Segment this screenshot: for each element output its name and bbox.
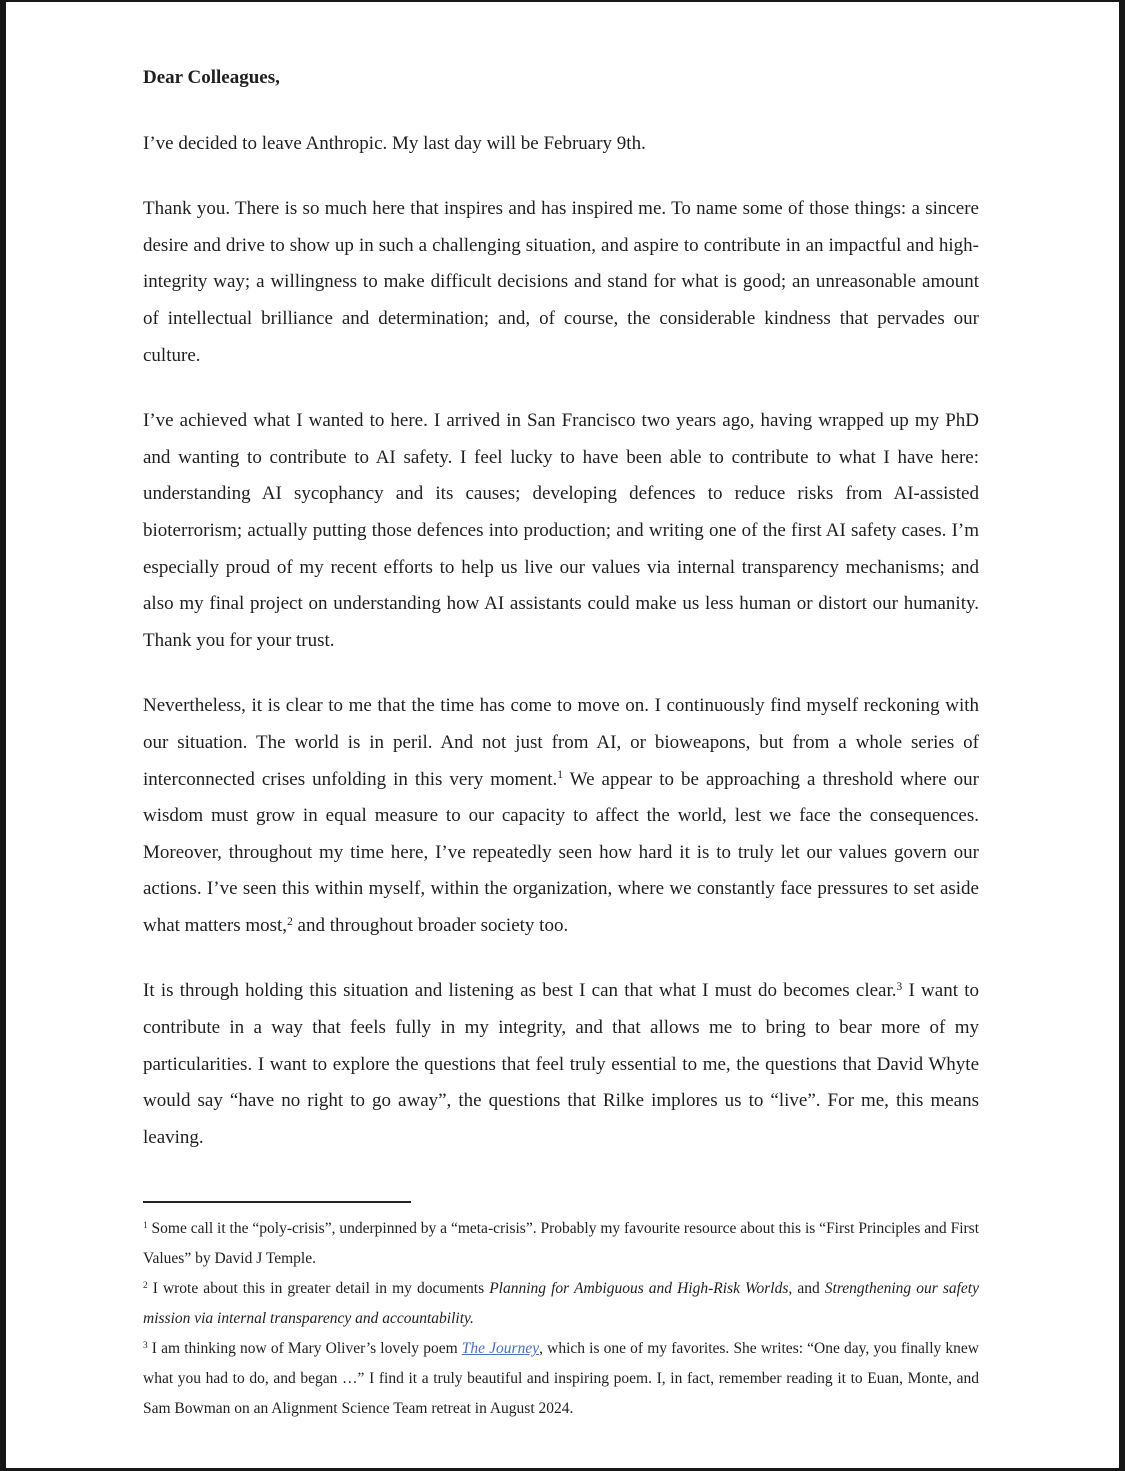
paragraph-decision [143, 126, 979, 163]
salutation: Dear Colleagues, [143, 67, 280, 88]
footnote-marker: 3 [143, 1341, 148, 1352]
text-run: I’ve decided to leave Anthropic. My last day will be February 9th. [143, 132, 646, 154]
document-title-italic: Strengthening our safety mission via internal transparency and accountability. [143, 1280, 979, 1328]
text-run: I’ve achieved what I wanted to here. I arrived in San Francisco two years ago, having wrapped up my PhD and wanting to contribute to AI safety. I feel lucky to have been able to contribute to what I have here: understanding AI sycophancy and its causes; developing defences to reduce risks from AI-assisted bioterrorism; actually putting those defences into production; and writing one of the first AI safety cases. I’m especially proud of my recent efforts to help us live our values via internal transparency mechanisms; and also my final project on understanding how AI assistants could make us less human or distort our humanity. Thank you for your trust. [143, 410, 979, 651]
footnote-marker: 1 [143, 1221, 148, 1232]
text-run: I want to contribute in a way that feels fully in my integrity, and that allows me to bring to bear more of my particularities. I want to explore the questions that feel truly essential to me, the questions that David Whyte would say “have no right to go away”, the questions that Rilke implores us to “live”. For me, this means leaving. [143, 980, 979, 1148]
text-run: Nevertheless, it is clear to me that the time has come to move on. I continuously find myself reckoning with our situation. The world is in peril. And not just from AI, or bioweapons, but from a whole series of interconnected crises unfolding in this very moment. [143, 695, 979, 790]
text-run: and throughout broader society too. [292, 914, 569, 936]
footnote-marker: 2 [287, 915, 293, 928]
paragraph-achievements [143, 403, 979, 659]
text-run: I am thinking now of Mary Oliver’s lovely poem [147, 1340, 462, 1358]
footnote-2 [143, 1274, 979, 1334]
footnotes-section [143, 1201, 979, 1424]
footnote-marker: 1 [557, 769, 563, 782]
the-journey-link[interactable]: The Journey [461, 1340, 540, 1358]
letter-page [6, 2, 1119, 1468]
text-run: Thank you. There is so much here that inspires and has inspired me. To name some of those things: a sincere desire and drive to show up in such a challenging situation, and aspire to contribute in an impactful and high-integrity way; a willingness to make difficult decisions and stand for what is good; an unreasonable amount of intellectual brilliance and determination; and, of course, the considerable kindness that pervades our culture. [143, 198, 979, 366]
paragraph-reasons [143, 688, 979, 944]
footnote-divider [143, 1201, 411, 1203]
text-run: It is through holding this situation and listening as best I can that what I must do becomes clear. [143, 980, 897, 1002]
text-run: and [792, 1280, 825, 1298]
footnote-3 [143, 1334, 979, 1424]
text-run: , which is one of my favorites. She writes: “One day, you finally knew what you had to do, and began …” I find it a truly beautiful and inspiring poem. I, in fact, remember reading it to Euan, Monte, and Sam Bowman on an Alignment Science Team retreat in August 2024. [143, 1340, 980, 1418]
document-title-italic: Planning for Ambiguous and High-Risk Worlds, [489, 1280, 793, 1298]
paragraph-conclusion [143, 973, 979, 1156]
footnote-1 [143, 1214, 979, 1274]
text-run: I wrote about this in greater detail in my documents [147, 1280, 490, 1298]
paragraph-thank-you [143, 191, 979, 374]
letter-content [6, 2, 1119, 1424]
text-run: Some call it the “poly-crisis”, underpinned by a “meta-crisis”. Probably my favourite resource about this is “First Principles and First Values” by David J Temple. [143, 1220, 979, 1268]
text-run: We appear to be approaching a threshold where our wisdom must grow in equal measure to our capacity to affect the world, lest we face the consequences. Moreover, throughout my time here, I’ve repeatedly seen how hard it is to truly let our values govern our actions. I’ve seen this within myself, within the organization, where we constantly face pressures to set aside what matters most, [143, 768, 980, 936]
footnote-marker: 3 [896, 981, 903, 994]
footnote-marker: 2 [143, 1281, 148, 1292]
